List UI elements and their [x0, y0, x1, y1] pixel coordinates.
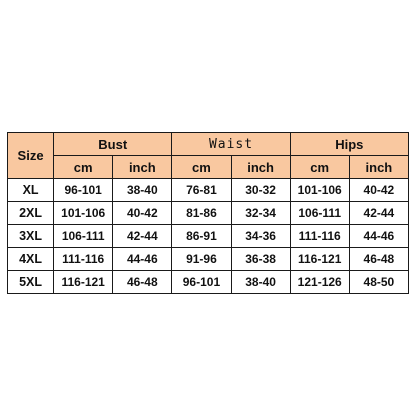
bust-group-header: Bust	[54, 133, 172, 156]
hips-inch-cell: 40-42	[349, 179, 408, 202]
size-column-header: Size	[8, 133, 54, 179]
bust-inch-cell: 42-44	[113, 225, 172, 248]
bust-inch-cell: 40-42	[113, 202, 172, 225]
bust-cm-header: cm	[54, 156, 113, 179]
waist-cm-header: cm	[172, 156, 231, 179]
header-row-groups	[8, 133, 409, 156]
hips-inch-cell: 46-48	[349, 248, 408, 271]
bust-inch-header: inch	[113, 156, 172, 179]
hips-cm-header: cm	[290, 156, 349, 179]
table-header	[8, 133, 409, 179]
waist-cm-cell: 91-96	[172, 248, 231, 271]
table-row	[8, 248, 409, 271]
waist-inch-cell: 34-36	[231, 225, 290, 248]
size-cell: 4XL	[8, 248, 54, 271]
hips-inch-cell: 48-50	[349, 271, 408, 294]
hips-cm-cell: 111-116	[290, 225, 349, 248]
size-cell: 2XL	[8, 202, 54, 225]
waist-inch-header: inch	[231, 156, 290, 179]
bust-cm-cell: 96-101	[54, 179, 113, 202]
waist-cm-cell: 86-91	[172, 225, 231, 248]
hips-cm-cell: 121-126	[290, 271, 349, 294]
waist-inch-cell: 32-34	[231, 202, 290, 225]
table-row	[8, 179, 409, 202]
hips-group-header: Hips	[290, 133, 408, 156]
waist-cm-cell: 81-86	[172, 202, 231, 225]
waist-group-header: Waist	[172, 133, 290, 156]
hips-inch-cell: 44-46	[349, 225, 408, 248]
hips-inch-header: inch	[349, 156, 408, 179]
table-row	[8, 225, 409, 248]
hips-cm-cell: 101-106	[290, 179, 349, 202]
bust-cm-cell: 111-116	[54, 248, 113, 271]
table-row	[8, 271, 409, 294]
waist-cm-cell: 76-81	[172, 179, 231, 202]
hips-inch-cell: 42-44	[349, 202, 408, 225]
bust-cm-cell: 116-121	[54, 271, 113, 294]
bust-inch-cell: 44-46	[113, 248, 172, 271]
bust-inch-cell: 46-48	[113, 271, 172, 294]
waist-inch-cell: 30-32	[231, 179, 290, 202]
bust-cm-cell: 101-106	[54, 202, 113, 225]
bust-inch-cell: 38-40	[113, 179, 172, 202]
size-cell: 3XL	[8, 225, 54, 248]
table-row	[8, 202, 409, 225]
hips-cm-cell: 116-121	[290, 248, 349, 271]
size-cell: 5XL	[8, 271, 54, 294]
size-chart-table	[7, 132, 409, 294]
bust-cm-cell: 106-111	[54, 225, 113, 248]
size-cell: XL	[8, 179, 54, 202]
waist-cm-cell: 96-101	[172, 271, 231, 294]
table-body	[8, 179, 409, 294]
hips-cm-cell: 106-111	[290, 202, 349, 225]
waist-inch-cell: 36-38	[231, 248, 290, 271]
header-row-units	[8, 156, 409, 179]
waist-inch-cell: 38-40	[231, 271, 290, 294]
